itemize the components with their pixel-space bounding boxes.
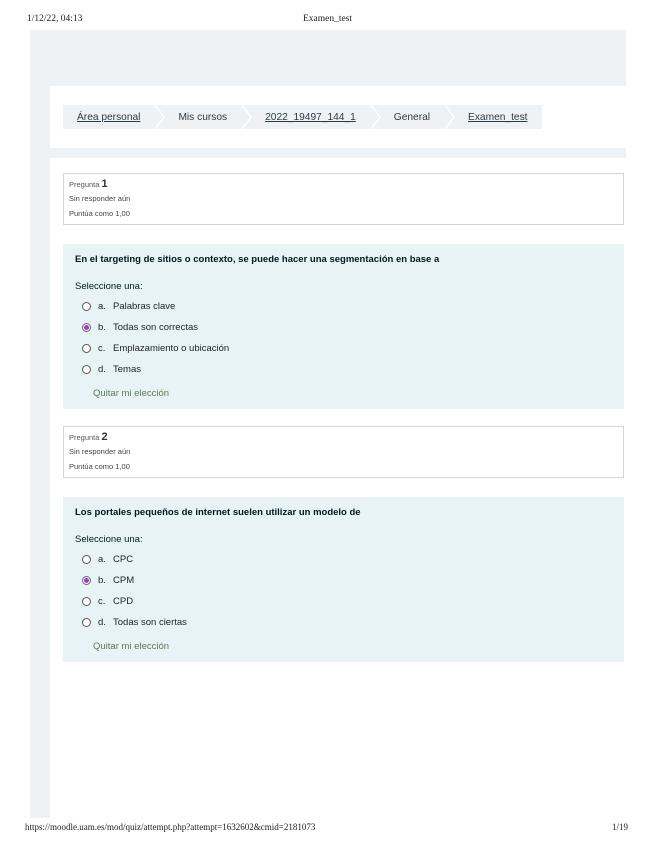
answer-option[interactable] <box>75 296 612 317</box>
radio-button[interactable] <box>82 302 91 311</box>
breadcrumb-item-course[interactable]: 2022_19497_144_1 <box>243 105 370 129</box>
radio-button[interactable] <box>82 597 91 606</box>
answer-letter: a. <box>98 301 106 312</box>
answer-letter: c. <box>98 596 106 607</box>
print-title: Examen_test <box>302 14 353 24</box>
radio-button-selected[interactable] <box>82 323 91 332</box>
breadcrumb-item-mis-cursos: Mis cursos <box>156 105 241 129</box>
question-grade: Puntúa como 1,00 <box>69 462 130 471</box>
answer-letter: a. <box>98 554 106 565</box>
print-footer <box>0 822 655 836</box>
breadcrumb-item-examen-test[interactable]: Examen_test <box>446 105 541 129</box>
answer-option[interactable] <box>75 338 612 359</box>
question-info <box>63 173 624 225</box>
breadcrumb <box>63 105 544 129</box>
print-page-number: 1/19 <box>611 822 628 832</box>
answer-text: Todas son ciertas <box>113 617 187 628</box>
answer-option[interactable] <box>75 549 612 570</box>
answer-option[interactable] <box>75 612 612 633</box>
answer-text: Todas son correctas <box>113 322 199 333</box>
question-text: En el targeting de sitios o contexto, se puede hacer una segmentación en base a <box>75 254 440 265</box>
print-url: https://moodle.uam.es/mod/quiz/attempt.php?attempt=1632602&cmid=2181073 <box>25 822 316 832</box>
radio-button[interactable] <box>82 555 91 564</box>
question-number: Pregunta 1 <box>69 178 108 190</box>
question-state: Sin responder aún <box>69 447 131 456</box>
top-band <box>30 30 626 86</box>
answer-option[interactable] <box>75 570 612 591</box>
question-grade: Puntúa como 1,00 <box>69 209 130 218</box>
question-content <box>63 497 624 662</box>
answer-option[interactable] <box>75 359 612 380</box>
answer-text: Emplazamiento o ubicación <box>113 343 230 354</box>
breadcrumb-item-area-personal[interactable]: Área personal <box>63 105 154 129</box>
answer-option[interactable] <box>75 317 612 338</box>
answer-letter: b. <box>98 322 106 333</box>
radio-button[interactable] <box>82 365 91 374</box>
radio-button-selected[interactable] <box>82 576 91 585</box>
question-text: Los portales pequeños de internet suelen utilizar un modelo de <box>75 507 361 518</box>
question-info <box>63 426 624 478</box>
answer-letter: d. <box>98 364 106 375</box>
question-content <box>63 244 624 409</box>
answer-letter: b. <box>98 575 106 586</box>
radio-button[interactable] <box>82 618 91 627</box>
answer-text: CPM <box>113 575 135 586</box>
answer-prompt: Seleccione una: <box>75 281 143 292</box>
breadcrumb-item-general: General <box>372 105 444 129</box>
print-datetime: 1/12/22, 04:13 <box>27 14 83 24</box>
clear-choice-link[interactable]: Quitar mi elección <box>93 388 170 399</box>
radio-button[interactable] <box>82 344 91 353</box>
clear-choice-link[interactable]: Quitar mi elección <box>93 641 170 652</box>
answer-text: CPD <box>113 596 134 607</box>
answer-letter: d. <box>98 617 106 628</box>
answer-text: Temas <box>113 364 141 375</box>
question-state: Sin responder aún <box>69 194 131 203</box>
answer-letter: c. <box>98 343 106 354</box>
answer-list <box>75 296 612 380</box>
answer-text: Palabras clave <box>113 301 176 312</box>
answer-text: CPC <box>113 554 134 565</box>
answer-option[interactable] <box>75 591 612 612</box>
answer-prompt: Seleccione una: <box>75 534 143 545</box>
print-header <box>0 14 655 28</box>
question-number: Pregunta 2 <box>69 431 108 443</box>
answer-list <box>75 549 612 633</box>
